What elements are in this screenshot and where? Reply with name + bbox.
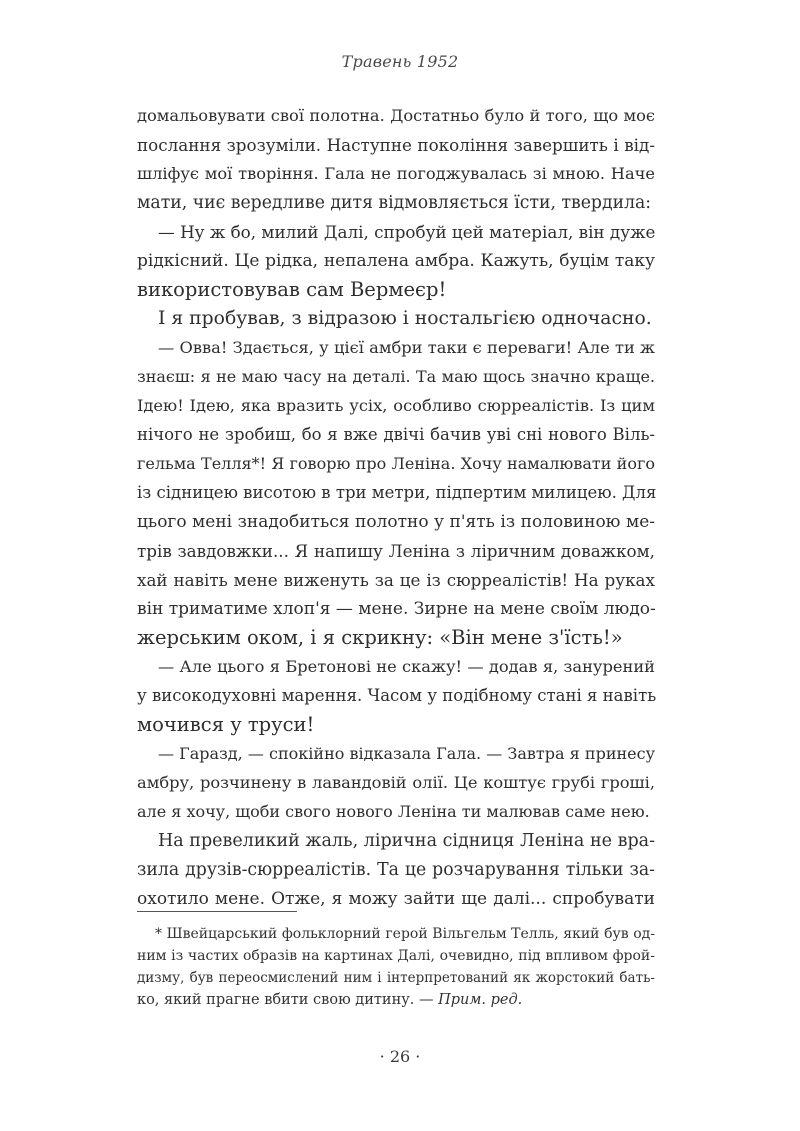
- body-line: жерським оком, і я скрикну: «Він мене з'їсть!»: [137, 626, 623, 649]
- body-line: — Гаразд, — спокійно відказала Гала. — Завтра я принесу: [158, 744, 655, 763]
- body-line: І я пробував, з відразою і ностальгією одночасно.: [158, 308, 652, 329]
- body-line: використовував сам Вермеєр!: [137, 278, 447, 301]
- page-number: · 26 ·: [379, 1047, 421, 1066]
- editor-note: Прим. ред.: [438, 992, 523, 1008]
- body-line: охотило мене. Отже, я можу зайти ще далі... спробувати: [137, 889, 655, 909]
- body-line: послання зрозуміли. Наступне покоління завершить і від-: [137, 135, 655, 155]
- footnote-line: [137, 990, 655, 1010]
- body-line: цього мені знадобиться полотно у п'ять із половиною ме-: [137, 512, 655, 532]
- running-head: Травень 1952: [341, 52, 459, 71]
- body-line: На превеликий жаль, лірична сідниця Леніна не вра-: [158, 831, 655, 851]
- body-line: — Овва! Здається, у цієї амбри таки є переваги! Але ти ж: [158, 338, 655, 357]
- body-line: хай навіть мене виженуть за це із сюрреалістів! На руках: [137, 570, 655, 590]
- body-line: у високодуховні марення. Часом у подібному стані я навіть: [137, 686, 657, 705]
- body-line: зила друзів-сюрреалістів. Та це розчарування тільки за-: [137, 860, 655, 880]
- body-line: він триматиме хлоп'я — мене. Зирне на мене своїм людо-: [137, 599, 656, 619]
- body-line: — Але цього я Бретонові не скажу! — додав я, занурений: [158, 657, 655, 676]
- footnote-rule: [137, 911, 297, 912]
- body-line: але я хочу, щоби свого нового Леніна ти малював саме нею.: [137, 802, 650, 821]
- footnote-line: ним із частих образів на картинах Далі, очевидно, під впливом фрой-: [137, 948, 655, 964]
- body-line: домальовувати свої полотна. Достатньо було й того, що моє: [137, 106, 655, 125]
- body-line: нічого не зробиш, бо я вже двічі бачив уві сні нового Віль-: [137, 425, 655, 444]
- footnote-line: * Швейцарський фольклорний герой Вільгельм Телль, який був од-: [155, 926, 655, 942]
- body-line: мочився у труси!: [137, 713, 315, 736]
- body-line: рідкісний. Це рідка, непалена амбра. Кажуть, буцім таку: [137, 251, 655, 271]
- body-line: мати, чиє вередливе дитя відмовляється їсти, твердила:: [137, 193, 652, 213]
- body-line: — Ну ж бо, милий Далі, спробуй цей матеріал, він дуже: [158, 222, 656, 242]
- footnote-text: ко, який прагне вбити свою дитину. —: [137, 992, 434, 1008]
- body-line: шліфує мої творіння. Гала не погоджувалась зі мною. Наче: [137, 164, 655, 183]
- footnote-line: дизму, був переосмислений ним і інтерпретований як жорстокий бать-: [137, 970, 655, 986]
- body-line: із сідницею висотою в три метри, підпертим милицею. Для: [137, 483, 657, 502]
- body-line: гельма Телля*! Я говорю про Леніна. Хочу намалювати його: [137, 454, 655, 473]
- body-line: Ідею! Ідею, яка вразить усіх, особливо сюрреалістів. Із цим: [137, 396, 655, 415]
- body-line: амбру, розчинену в лавандовій олії. Це коштує грубі гроші,: [137, 773, 655, 792]
- body-line: трів завдовжки... Я напишу Леніна з ліричним доважком,: [137, 541, 655, 561]
- body-line: знаєш: я не маю часу на деталі. Та маю щось значно краще.: [137, 367, 655, 386]
